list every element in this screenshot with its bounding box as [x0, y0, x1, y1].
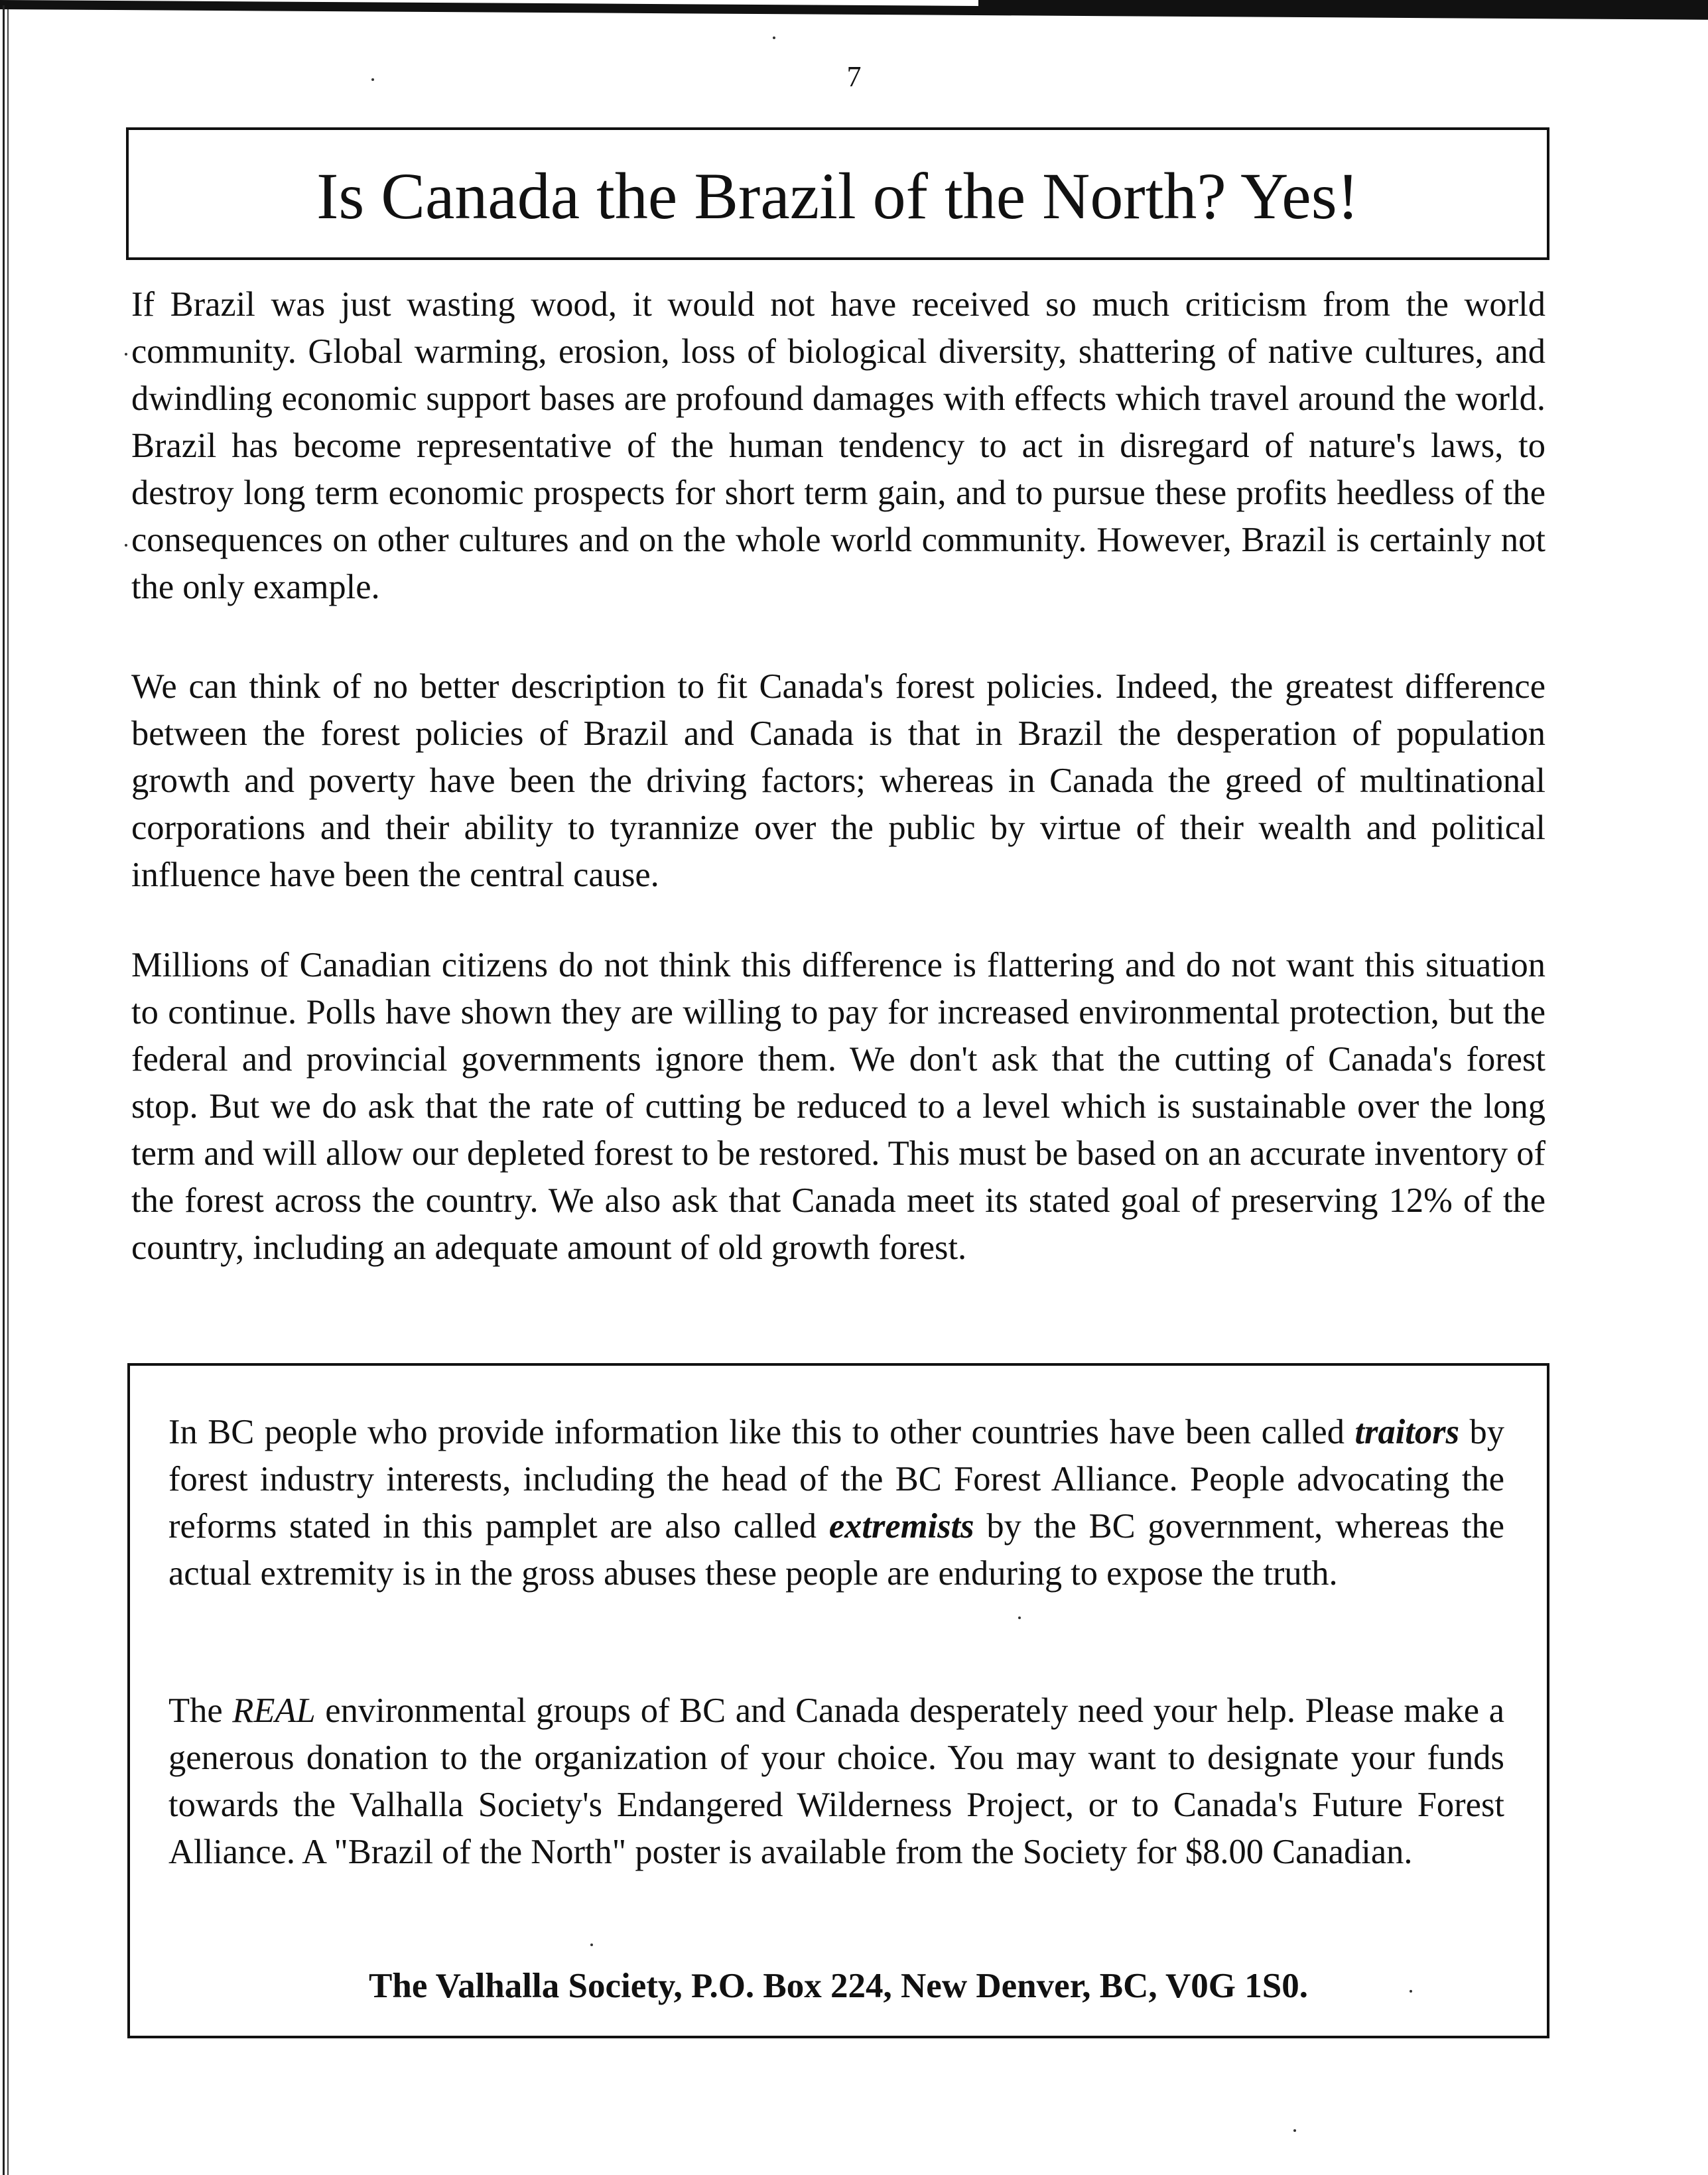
notice-text: by the BC government, whereas the actual extremity is in the gross abuses these people are enduring to expose the truth.	[168, 1507, 1504, 1593]
scan-speck	[1018, 1616, 1021, 1619]
paragraph-1	[131, 281, 1545, 611]
notice-paragraph-2	[168, 1687, 1504, 1876]
notice-text: by forest industry interests, including the head of the BC Forest Alliance. People advocating the reforms stated in this pamplet are also called	[168, 1413, 1505, 1546]
scan-speck	[125, 544, 127, 547]
page-title: Is Canada the Brazil of the North? Yes!	[316, 159, 1359, 233]
mailing-address: The Valhalla Society, P.O. Box 224, New Denver, BC, V0G 1S0.	[369, 1967, 1308, 2005]
scan-speck	[590, 1944, 593, 1946]
notice-box	[127, 1363, 1549, 2038]
emphasis-traitors: traitors	[1354, 1413, 1460, 1451]
scan-speck	[125, 353, 127, 356]
emphasis-extremists: extremists	[828, 1507, 974, 1546]
scan-speck	[1410, 1990, 1412, 1993]
scan-left-edge-inner	[7, 9, 9, 2175]
scan-speck	[773, 36, 775, 39]
paragraph-3	[131, 942, 1545, 1272]
paragraph-text: If Brazil was just wasting wood, it would not have received so much criticism from the world community. Global warming, erosion, loss of biological diversity, shattering of native cultures, and dwindling economic support bases are profound damages with effects which travel around the world. Brazil has become representative of the human tendency to act in disregard of nature's laws, to destroy long term economic prospects for short term gain, and to pursue these profits heedless of the consequences on other cultures and on the whole world community. However, Brazil is certainly not the only example.	[131, 285, 1545, 606]
notice-paragraph-1	[168, 1409, 1504, 1597]
notice-text: In BC people who provide information like this to other countries have been called	[168, 1413, 1355, 1451]
emphasis-real: REAL	[232, 1691, 316, 1730]
paragraph-2	[131, 663, 1545, 899]
notice-text: The	[168, 1691, 233, 1730]
title-box	[126, 127, 1549, 260]
page-number: 7	[846, 60, 862, 93]
scan-left-edge	[3, 5, 5, 2175]
scan-speck	[371, 78, 374, 81]
notice-text: environmental groups of BC and Canada desperately need your help. Please make a generous donation to the organization of your choice. You may want to designate your funds towards the Valhalla Society's Endangered Wilderness Project, or to Canada's Future Forest Alliance. A "Brazil of the North" poster is available from the Society for $8.00 Canadian.	[168, 1691, 1505, 1871]
paragraph-text: Millions of Canadian citizens do not think this difference is flattering and do not want this situation to continue. Polls have shown they are willing to pay for increased environmental protection, but the federal and provincial governments ignore them. We don't ask that the cutting of Canada's forest stop. But we do ask that the rate of cutting be reduced to a level which is sustainable over the long term and will allow our depleted forest to be restored. This must be based on an accurate inventory of the forest across the country. We also ask that Canada meet its stated goal of preserving 12% of the country, including an adequate amount of old growth forest.	[131, 946, 1545, 1267]
scan-speck	[1293, 2129, 1296, 2132]
paragraph-text: We can think of no better description to fit Canada's forest policies. Indeed, the greatest difference between the forest policies of Brazil and Canada is that in Brazil the desperation of population growth and poverty have been the driving factors; whereas in Canada the greed of multinational corporations and their ability to tyrannize over the public by virtue of their wealth and political influence have been the central cause.	[131, 667, 1545, 894]
